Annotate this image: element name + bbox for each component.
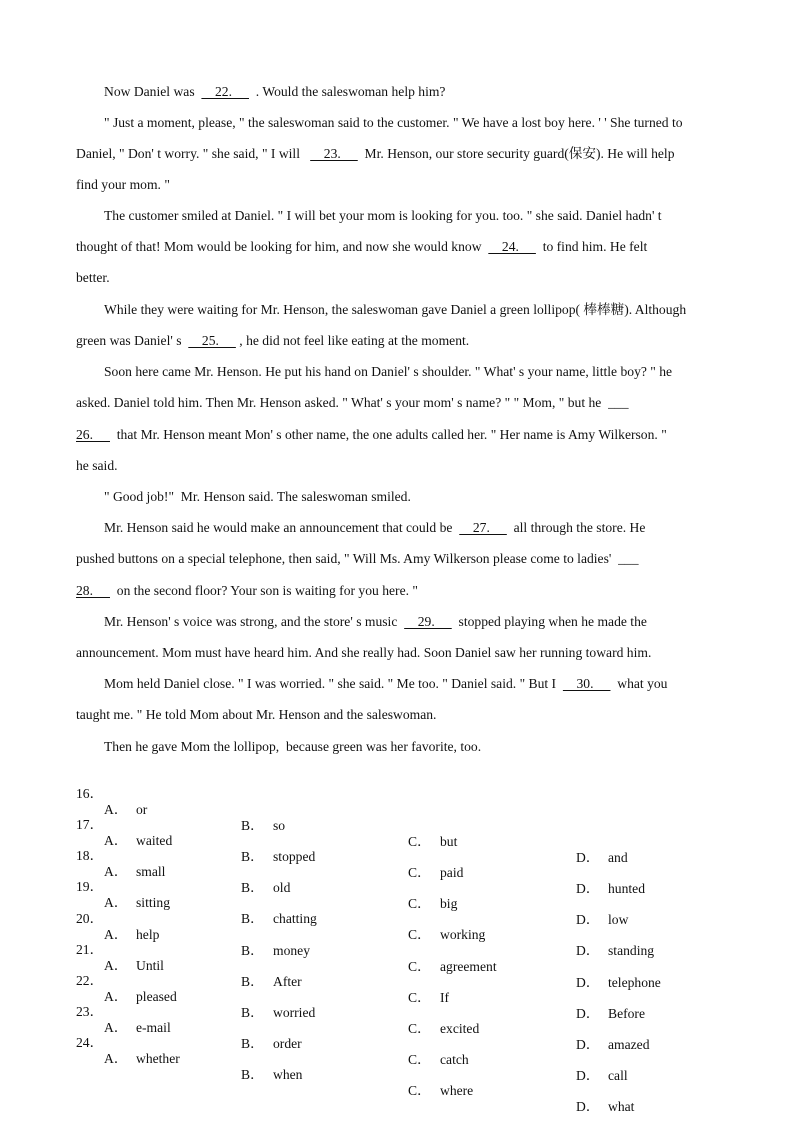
option-text: hunted [608,881,645,896]
passage-line: Daniel, " Don' t worry. " she said, " I will 23. Mr. Henson, our store security guard(保安). He will help [76,146,675,161]
option-text: telephone [608,975,661,990]
question-number: 20． [76,911,104,926]
passage-line: he said. [76,458,118,473]
option-letter: D． [576,1099,600,1114]
question-number: 22． [76,973,104,988]
option-d[interactable] [576,1037,650,1053]
option-letter: A． [104,895,128,910]
option-letter: C． [408,1083,431,1098]
option-letter: B． [241,1005,264,1020]
answer-blank: 26. [76,427,110,442]
option-text: waited [136,833,173,848]
option-letter: B． [241,1067,264,1082]
option-letter: A． [104,1020,128,1035]
option-letter: C． [408,834,431,849]
option-letter: B． [241,849,264,864]
option-letter: A． [104,958,128,973]
option-text: Until [136,958,164,973]
option-letter: B． [241,818,264,833]
option-text: call [608,1068,628,1083]
option-text: big [440,896,458,911]
option-text: chatting [273,911,317,926]
question-number: 18． [76,848,104,863]
option-letter: A． [104,989,128,1004]
option-c[interactable] [408,1083,473,1099]
option-letter: C． [408,927,431,942]
option-letter: D． [576,975,600,990]
passage-line: Mr. Henson said he would make an announcement that could be 27. all through the store. He [104,520,646,535]
passage-line: " Just a moment, please, " the saleswoman said to the customer. " We have a lost boy here. ' ' She turned to [104,115,683,130]
option-letter: D． [576,912,600,927]
question-number: 19． [76,879,104,894]
answer-blank: 27. [459,520,507,535]
answer-blank: 29. [404,614,452,629]
question-number: 17． [76,817,104,832]
answer-blank: 30. [562,676,611,691]
option-letter: B． [241,1036,264,1051]
option-c[interactable] [408,1052,469,1068]
option-text: so [273,818,286,833]
option-d[interactable] [576,1068,628,1084]
option-text: agreement [440,959,497,974]
option-b[interactable] [241,1036,302,1052]
option-b[interactable] [241,880,290,896]
option-text: pleased [136,989,177,1004]
option-text: If [440,990,450,1005]
option-text: After [273,974,302,989]
passage-line: taught me. " He told Mom about Mr. Henson and the saleswoman. [76,707,437,722]
option-text: standing [608,943,655,958]
option-text: but [440,834,458,849]
option-text: or [136,802,148,817]
passage-line: green was Daniel' s 25. , he did not feel like eating at the moment. [76,333,470,348]
option-letter: C． [408,865,431,880]
option-letter: A． [104,864,128,879]
option-text: whether [136,1051,180,1066]
option-text: amazed [608,1037,650,1052]
answer-blank: 28. [76,583,110,598]
option-letter: D． [576,850,600,865]
question-number: 21． [76,942,104,957]
passage-line: While they were waiting for Mr. Henson, the saleswoman gave Daniel a green lollipop( 棒棒糖). Although [104,302,687,317]
option-text: help [136,927,160,942]
option-text: worried [273,1005,316,1020]
passage-line: " Good job!" Mr. Henson said. The saleswoman smiled. [104,489,411,504]
option-text: working [440,927,486,942]
option-letter: D． [576,881,600,896]
passage-line: 28. on the second floor? Your son is waiting for you here. " [76,583,418,598]
option-a[interactable] [104,1051,180,1067]
option-letter: C． [408,990,431,1005]
option-text: catch [440,1052,469,1067]
passage-line: The customer smiled at Daniel. " I will bet your mom is looking for you. too. " she said. Daniel hadn' t [104,208,662,223]
option-b[interactable] [241,911,317,927]
passage-line: Now Daniel was 22. . Would the saleswoman help him? [104,84,446,99]
option-letter: C． [408,1052,431,1067]
option-letter: B． [241,943,264,958]
passage-line: Mr. Henson' s voice was strong, and the store' s music 29. stopped playing when he made the [104,614,647,629]
option-letter: A． [104,833,128,848]
option-text: excited [440,1021,480,1036]
option-text: where [440,1083,474,1098]
option-letter: D． [576,943,600,958]
option-letter: C． [408,959,431,974]
passage-line: asked. Daniel told him. Then Mr. Henson asked. " What' s your mom' s name? " " Mom, " but he ___ [76,395,629,410]
passage-line: pushed buttons on a special telephone, then said, " Will Ms. Amy Wilkerson please come to ladies' ___ [76,551,639,566]
option-letter: B． [241,880,264,895]
option-text: small [136,864,166,879]
option-letter: B． [241,974,264,989]
option-letter: A． [104,1051,128,1066]
option-letter: D． [576,1006,600,1021]
answer-blank: 24. [488,239,536,254]
passage-line: find your mom. " [76,177,170,192]
option-text: paid [440,865,464,880]
option-letter: A． [104,927,128,942]
passage-line: announcement. Mom must have heard him. And she really had. Soon Daniel saw her running toward him. [76,645,652,660]
passage-line: thought of that! Mom would be looking for him, and now she would know 24. to find him. He felt [76,239,648,254]
option-text: money [273,943,310,958]
passage-line: Soon here came Mr. Henson. He put his hand on Daniel' s shoulder. " What' s your name, little boy? " he [104,364,673,379]
question-number: 16． [76,786,104,801]
answer-blank: 25. [188,333,236,348]
passage-line: better. [76,270,110,285]
option-letter: B． [241,911,264,926]
option-letter: C． [408,896,431,911]
passage-line: Mom held Daniel close. " I was worried. " she said. " Me too. " Daniel said. " But I 30. what you [104,676,668,691]
passage-line: 26. that Mr. Henson meant Mon' s other name, the one adults called her. " Her name is Amy Wilkerson. " [76,427,667,442]
option-letter: C． [408,1021,431,1036]
option-text: what [608,1099,635,1114]
question-number: 23． [76,1004,104,1019]
option-text: when [273,1067,303,1082]
option-d[interactable] [576,1099,634,1115]
option-text: e-mail [136,1020,171,1035]
option-b[interactable] [241,1067,302,1083]
option-text: stopped [273,849,316,864]
option-letter: D． [576,1037,600,1052]
option-text: sitting [136,895,170,910]
option-letter: A． [104,802,128,817]
option-text: low [608,912,629,927]
passage-line: Then he gave Mom the lollipop, because green was her favorite, too. [104,739,482,754]
option-letter: D． [576,1068,600,1083]
option-text: and [608,850,628,865]
answer-blank: 23. [310,146,358,161]
option-text: order [273,1036,302,1051]
option-text: old [273,880,291,895]
option-text: Before [608,1006,645,1021]
question-number: 24． [76,1035,104,1050]
answer-blank: 22. [201,84,249,99]
